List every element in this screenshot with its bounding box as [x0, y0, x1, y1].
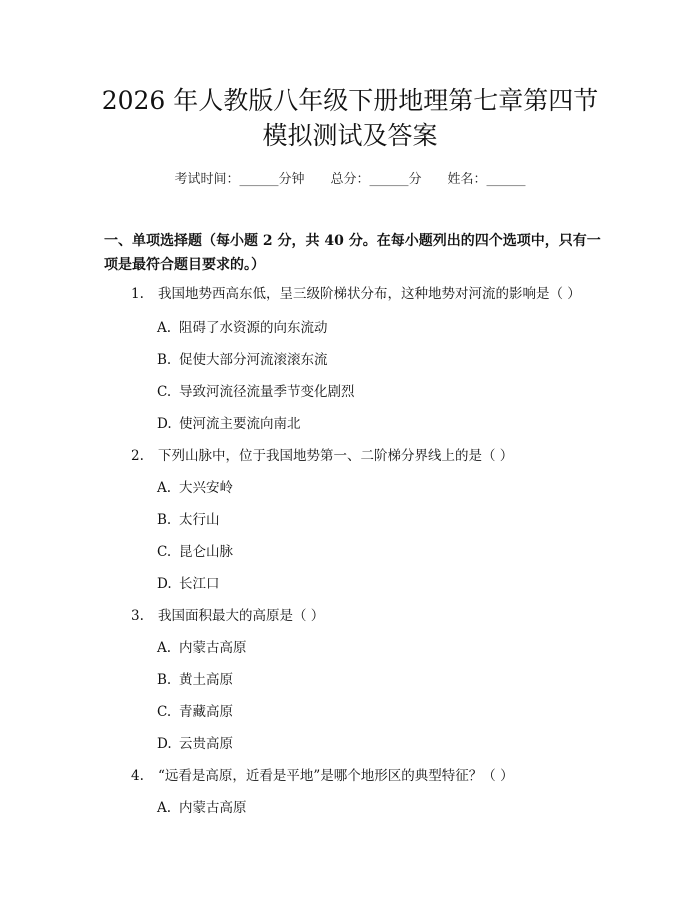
option-letter: A.: [157, 480, 172, 496]
question-number: 3.: [131, 608, 144, 624]
option-letter: C.: [157, 384, 172, 400]
option-letter: A.: [157, 320, 172, 336]
option-letter: C.: [157, 544, 172, 560]
question-1-option-d: [157, 412, 301, 432]
question-1-option-a: [157, 316, 328, 336]
question-3-option-a: [157, 636, 247, 656]
question-text: 下列山脉中，位于我国地势第一、二阶梯分界线上的是（ ）: [158, 448, 514, 464]
option-letter: A.: [157, 800, 172, 816]
option-letter: C.: [157, 704, 172, 720]
exam-score-field: 总分：______分: [330, 172, 422, 187]
option-letter: B.: [157, 512, 172, 528]
option-text: 内蒙古高原: [179, 640, 247, 656]
option-text: 昆仑山脉: [179, 544, 233, 560]
exam-name-field: 姓名：______: [447, 172, 526, 187]
option-text: 大兴安岭: [179, 480, 233, 496]
option-text: 使河流主要流向南北: [179, 416, 301, 432]
option-text: 太行山: [179, 512, 220, 528]
document-title-line-1: 2026 年人教版八年级下册地理第七章第四节: [101, 86, 599, 115]
option-letter: D.: [157, 736, 172, 752]
option-letter: D.: [157, 576, 172, 592]
option-letter: B.: [157, 672, 172, 688]
option-text: 内蒙古高原: [179, 800, 247, 816]
question-text: 我国地势西高东低，呈三级阶梯状分布，这种地势对河流的影响是（ ）: [158, 286, 581, 302]
question-3: [131, 604, 324, 624]
question-1-option-c: [157, 380, 355, 400]
question-2-option-b: [157, 508, 220, 528]
option-text: 导致河流径流量季节变化剧烈: [179, 384, 355, 400]
question-2-option-a: [157, 476, 233, 496]
exam-time-field: 考试时间：______分钟: [174, 172, 305, 187]
option-letter: A.: [157, 640, 172, 656]
option-text: 云贵高原: [179, 736, 233, 752]
question-number: 4.: [131, 768, 144, 784]
question-number: 2.: [131, 448, 144, 464]
option-text: 促使大部分河流滚滚东流: [179, 352, 328, 368]
question-2: [131, 444, 513, 464]
option-text: 青藏高原: [179, 704, 233, 720]
section-heading: 一、单项选择题（每小题 2 分，共 40 分。在每小题列出的四个选项中，只有一项是最符合题目要求的。）: [104, 233, 601, 273]
document-title-line-2: 模拟测试及答案: [262, 121, 438, 150]
option-text: 长江口: [179, 576, 220, 592]
exam-info: [0, 168, 700, 187]
question-text: 我国面积最大的高原是（ ）: [158, 608, 325, 624]
question-4-option-a: [157, 796, 247, 816]
question-2-option-c: [157, 540, 233, 560]
question-3-option-d: [157, 732, 233, 752]
question-2-option-d: [157, 572, 220, 592]
question-text: “远看是高原，近看是平地”是哪个地形区的典型特征？（ ）: [158, 768, 514, 784]
question-3-option-b: [157, 668, 233, 688]
option-text: 阻碍了水资源的向东流动: [179, 320, 328, 336]
question-number: 1.: [131, 286, 144, 302]
option-text: 黄土高原: [179, 672, 233, 688]
question-1: [131, 282, 581, 302]
question-3-option-c: [157, 700, 233, 720]
option-letter: B.: [157, 352, 172, 368]
question-4: [131, 764, 514, 784]
option-letter: D.: [157, 416, 172, 432]
question-1-option-b: [157, 348, 328, 368]
